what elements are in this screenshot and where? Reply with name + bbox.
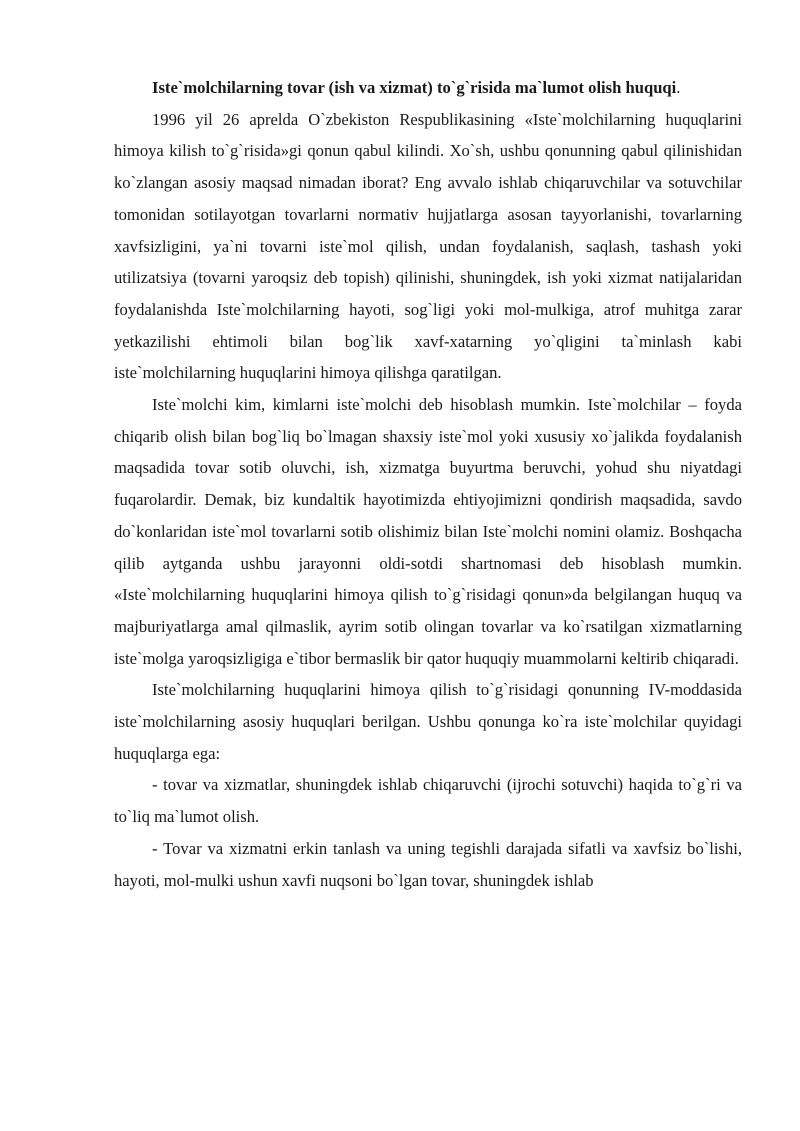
list-item-right-to-choice: - Tovar va xizmatni erkin tanlash va uning tegishli darajada sifatli va xavfsiz bo`lishi, hayoti, mol-mulki ushun xavfi nuqsoni bo`lgan tovar, shuningdek ishlab [114, 838, 742, 890]
document-page [114, 72, 742, 896]
paragraph-consumer-definition: Iste`molchi kim, kimlarni iste`molchi deb hisoblash mumkin. Iste`molchilar – foyda chiqarib olish bilan bog`liq bo`lmagan shaxsiy iste`mol yoki xususiy xo`jalikda foydalanish maqsadida tovar sotib oluvchi, ish, xizmatga buyurtma beruvchi, yohud shu niyatdagi fuqarolardir. Demak, biz kundaltik hayotimizda ehtiyojimizni qondirish maqsadida, savdo do`konlaridan iste`mol tovarlarni sotib olishimiz bilan Iste`molchi nomini olamiz. Boshqacha qilib aytganda ushbu jarayonni oldi-sotdi shartnomasi deb hisoblash mumkin. «Iste`molchilarning huquqlarini himoya qilish to`g`risidagi qonun»da belgilangan huquq va majburiyatlarga amal qilmaslik, ayrim sotib olingan tovarlar va ko`rsatilgan xizmatlarning iste`molga yaroqsizligiga e`tibor bermaslik bir qator huquqiy muammolarni keltirib chiqaradi. [114, 395, 742, 668]
section-heading-period: . [676, 78, 681, 97]
section-heading-text: Iste`molchilarning tovar (ish va xizmat) to`g`risida ma`lumot olish huquqi [152, 78, 677, 97]
paragraph-law-adoption: 1996 yil 26 aprelda O`zbekiston Respublikasining «Iste`molchilarning huquqlarini himoya kilish to`g`risida»gi qonun qabul kilindi. Xo`sh, ushbu qonunning qabul qilinishidan ko`zlangan asosiy maqsad nimadan iborat? Eng avvalo ishlab chiqaruvchilar va sotuvchilar tomonidan sotilayotgan tovarlarni normativ hujjatlarga asosan tayyorlanishi, tovarlarning xavfsizligini, ya`ni tovarni iste`mol qilish, undan foydalanish, saqlash, tashash yoki utilizatsiya (tovarni yaroqsiz deb topish) qilinishi, shuningdek, ish yoki xizmat natijalaridan foydalanishda Iste`molchilarning hayoti, sog`ligi yoki mol-mulkiga, atrof muhitga zarar yetkazilishi ehtimoli bilan bog`lik xavf-xatarning yo`qligini ta`minlash kabi iste`molchilarning huquqlarini himoya qilishga qaratilgan. [114, 109, 742, 383]
list-item-right-to-information: - tovar va xizmatlar, shuningdek ishlab chiqaruvchi (ijrochi sotuvchi) haqida to`g`ri va to`liq ma`lumot olish. [114, 775, 742, 827]
section-heading [114, 72, 742, 104]
paragraph-article-iv: Iste`molchilarning huquqlarini himoya qilish to`g`risidagi qonunning IV-moddasida iste`molchilarning asosiy huquqlari berilgan. Ushbu qonunga ko`ra iste`molchilar quyidagi huquqlarga ega: [114, 680, 742, 763]
